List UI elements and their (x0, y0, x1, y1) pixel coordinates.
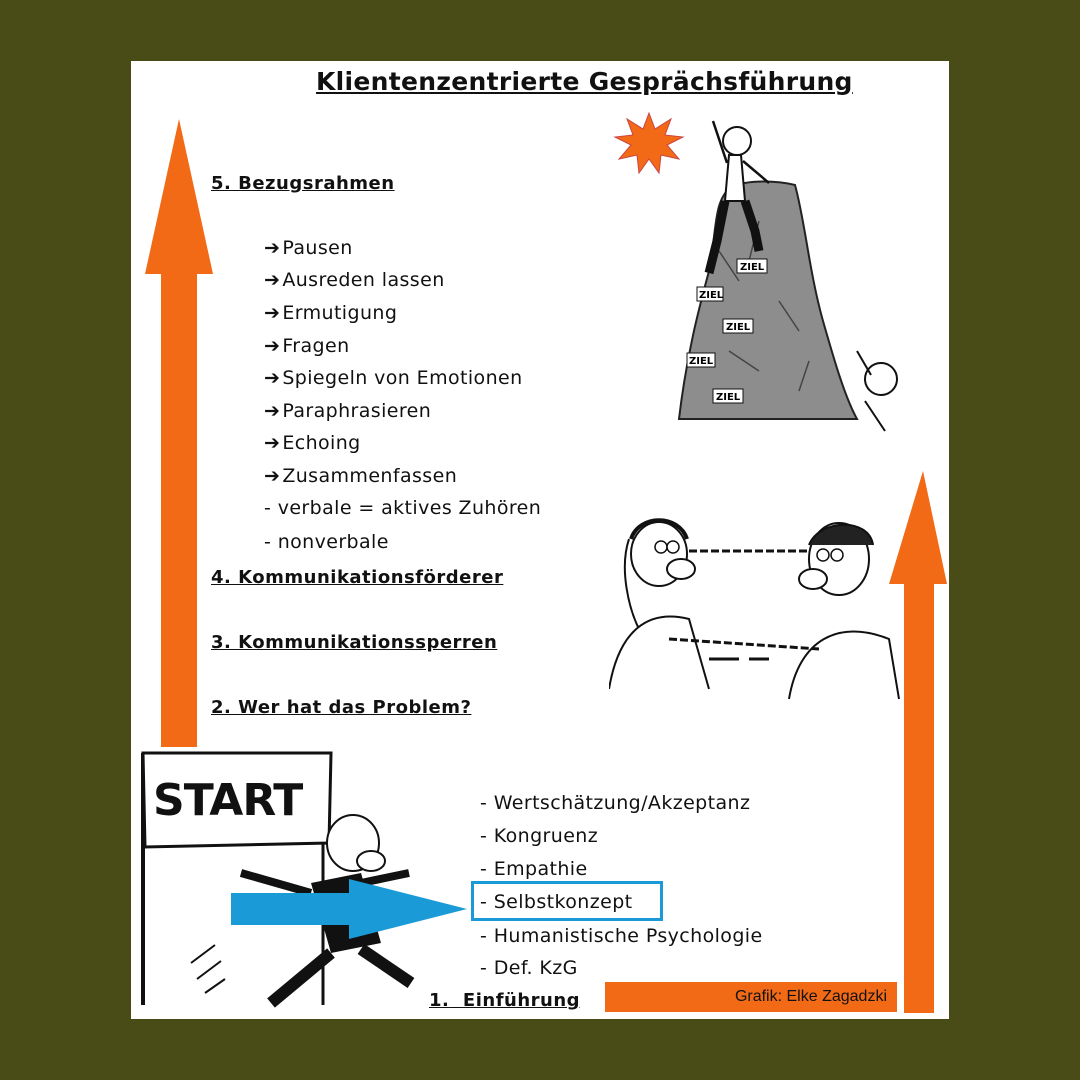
list-item: ➔ Echoing (264, 432, 361, 454)
svg-text:ZIEL: ZIEL (699, 290, 724, 301)
heading-kommunikationsfoerderer: 4. Kommunikationsförderer (211, 567, 504, 588)
svg-text:ZIEL: ZIEL (740, 262, 765, 273)
mountain-climber-illustration (609, 101, 909, 441)
heading-kommunikationssperren: 3. Kommunikationssperren (211, 632, 498, 653)
start-sign-text: START (153, 775, 303, 826)
list-item: - Kongruenz (480, 825, 599, 847)
arrow-right-icon: ➔ (264, 432, 281, 454)
svg-text:ZIEL: ZIEL (726, 322, 751, 333)
two-people-illustration (609, 509, 909, 709)
list-item: ➔ Ausreden lassen (264, 269, 445, 291)
arrow-right-icon (231, 879, 467, 939)
list-item: - Humanistische Psychologie (480, 925, 763, 947)
credit-text: Grafik: Elke Zagadzki (734, 988, 887, 1005)
arrow-right-icon: ➔ (264, 237, 281, 259)
arrow-right-icon: ➔ (264, 367, 281, 389)
list-item: - Wertschätzung/Akzeptanz (480, 792, 751, 814)
list-item: ➔ Ermutigung (264, 302, 398, 324)
heading-einfuehrung: 1. Einführung (429, 990, 581, 1011)
arrow-right-icon: ➔ (264, 335, 281, 357)
blue-pointer-arrow (231, 879, 471, 939)
svg-text:ZIEL: ZIEL (716, 392, 741, 403)
credit-bar (605, 982, 897, 1012)
heading-bezugsrahmen: 5. Bezugsrahmen (211, 173, 395, 194)
list-item: ➔ Paraphrasieren (264, 400, 432, 422)
list-item: ➔ Pausen (264, 237, 353, 259)
list-item: - verbale = aktives Zuhören (264, 497, 542, 519)
left-progress-arrow (145, 119, 213, 747)
list-item: - Empathie (480, 858, 588, 880)
sun-icon (615, 113, 683, 173)
list-item: - Def. KzG (480, 957, 578, 979)
highlight-box (471, 881, 663, 921)
infographic-panel (131, 61, 949, 1019)
list-item: - nonverbale (264, 531, 389, 553)
list-item: ➔ Fragen (264, 335, 350, 357)
arrow-right-icon: ➔ (264, 465, 281, 487)
svg-text:ZIEL: ZIEL (689, 356, 714, 367)
arrow-right-icon: ➔ (264, 269, 281, 291)
list-item: ➔ Zusammenfassen (264, 465, 458, 487)
page-title: Klientenzentrierte Gesprächsführung (316, 67, 853, 96)
list-item: ➔ Spiegeln von Emotionen (264, 367, 523, 389)
arrow-right-icon: ➔ (264, 302, 281, 324)
arrow-right-icon: ➔ (264, 400, 281, 422)
heading-wer-hat-das-problem: 2. Wer hat das Problem? (211, 697, 472, 718)
climber-head (723, 127, 751, 155)
list-item-highlighted: - Selbstkonzept (480, 891, 633, 913)
